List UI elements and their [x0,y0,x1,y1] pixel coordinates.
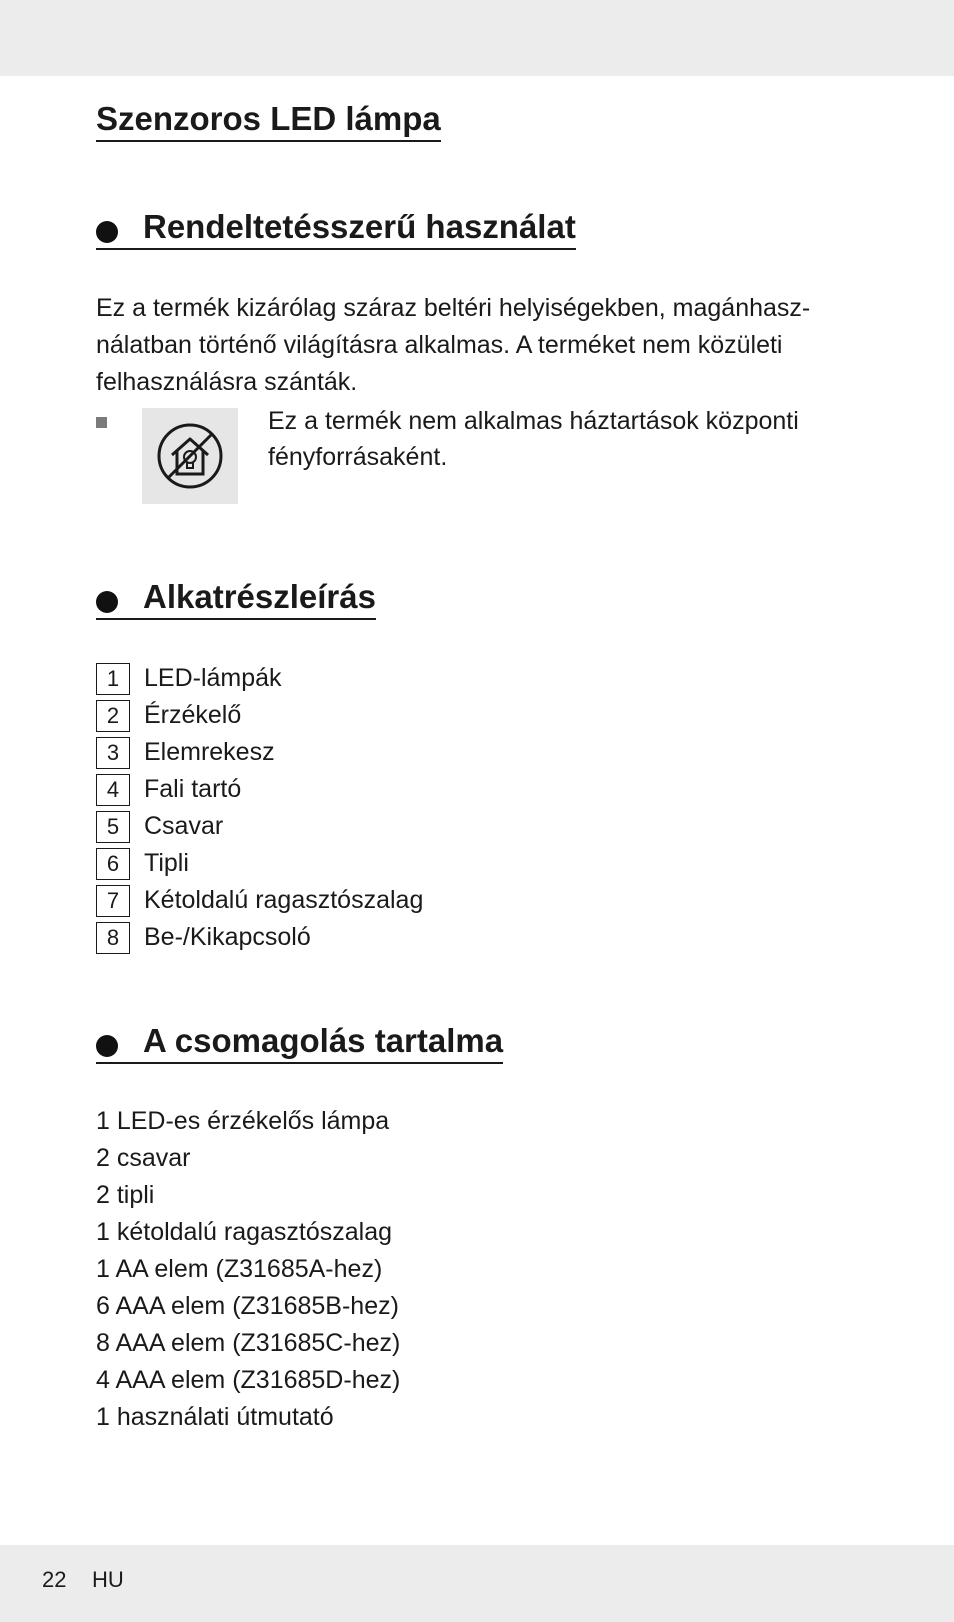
list-item [96,660,423,697]
list-item: 2 tipli [96,1181,155,1209]
section-intended-use-heading [96,208,576,250]
part-label: LED-lámpák [144,664,282,692]
page-number: 22 [42,1567,67,1592]
list-item [96,882,423,919]
part-number: 3 [96,737,130,769]
part-label: Be-/Kikapcsoló [144,923,311,951]
section-title: A csomagolás tartalma [143,1022,504,1059]
part-label: Kétoldalú ragasztószalag [144,886,424,914]
list-item: 8 AAA elem (Z31685C-hez) [96,1329,401,1357]
part-label: Érzékelő [144,701,242,729]
parts-list [96,660,423,956]
part-number: 4 [96,774,130,806]
list-item [96,808,423,845]
list-item: 1 LED-es érzékelős lámpa [96,1107,390,1135]
section-title: Alkatrészleírás [143,578,376,615]
part-number: 8 [96,922,130,954]
contents-list [96,1103,400,1436]
bullet-dot-icon [96,221,118,243]
top-band [0,0,954,76]
part-label: Elemrekesz [144,738,275,766]
part-number: 7 [96,885,130,917]
footer-band [0,1545,954,1622]
part-number: 6 [96,848,130,880]
language-code: HU [92,1567,124,1592]
list-item: 4 AAA elem (Z31685D-hez) [96,1366,401,1394]
list-item [96,919,423,956]
section-contents-heading [96,1022,503,1064]
list-item: 6 AAA elem (Z31685B-hez) [96,1292,399,1320]
part-label: Tipli [144,849,189,877]
list-item: 1 használati útmutató [96,1403,334,1431]
household-note: Ez a termék nem alkalmas háztartások központi fényforrásaként. [268,407,799,471]
list-item [96,697,423,734]
list-item: 1 AA elem (Z31685A-hez) [96,1255,383,1283]
page-title: Szenzoros LED lámpa [96,100,441,142]
list-item [96,771,423,808]
section-title: Rendeltetésszerű használat [143,208,576,245]
part-number: 5 [96,811,130,843]
list-item [96,734,423,771]
part-label: Csavar [144,812,224,840]
section-parts-heading [96,578,376,620]
intended-use-paragraph: Ez a termék kizárólag száraz beltéri helyiségekben, magánhasz-nálatban történő világításra alkalmas. A terméket nem közületi felhasználásra szánták. [96,294,811,396]
list-item: 1 kétoldalú ragasztószalag [96,1218,393,1246]
part-label: Fali tartó [144,775,242,803]
no-household-lighting-icon [142,408,238,504]
bullet-dot-icon [96,591,118,613]
list-item [96,845,423,882]
bullet-dot-icon [96,1035,118,1057]
part-number: 1 [96,663,130,695]
list-item: 2 csavar [96,1144,191,1172]
part-number: 2 [96,700,130,732]
square-bullet-icon [96,417,107,428]
